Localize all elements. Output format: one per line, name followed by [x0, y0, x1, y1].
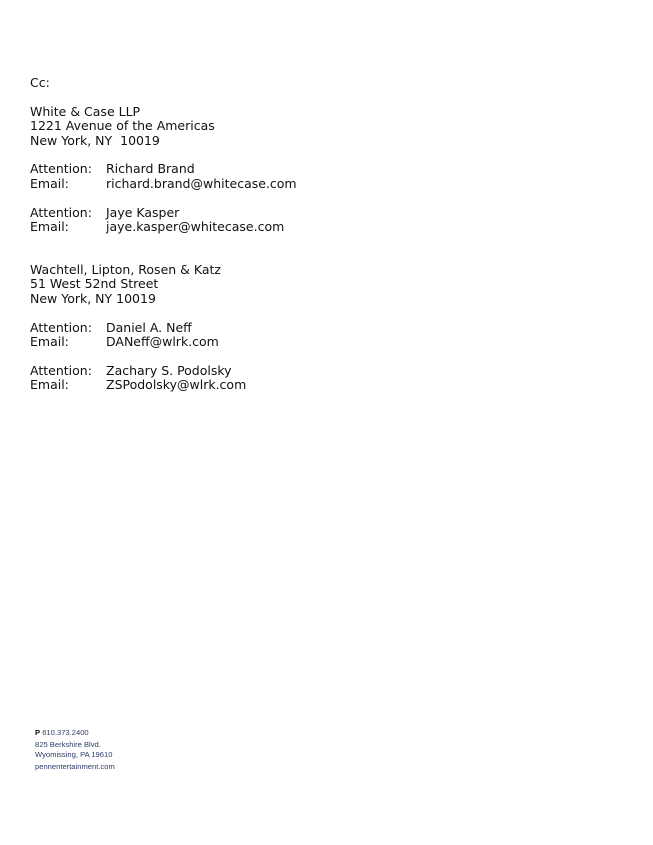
email-row: [30, 335, 630, 349]
attention-row: [30, 364, 630, 378]
phone-prefix: P: [35, 728, 41, 737]
footer-website: pennentertainment.com: [35, 762, 115, 772]
contact-email: ZSPodolsky@wlrk.com: [106, 377, 247, 393]
contact-email: DANeff@wlrk.com: [106, 334, 219, 350]
contact-email: richard.brand@whitecase.com: [106, 175, 297, 191]
email-row: [30, 177, 630, 191]
attention-label: Attention:: [30, 319, 92, 335]
contact-name: Richard Brand: [106, 161, 195, 177]
contact-name: Zachary S. Podolsky: [106, 362, 232, 378]
email-label: Email:: [30, 218, 69, 234]
attention-row: [30, 206, 630, 220]
contact-name: Daniel A. Neff: [106, 319, 192, 335]
firm-block: [30, 263, 630, 393]
firm-name: Wachtell, Lipton, Rosen & Katz: [30, 262, 221, 278]
attention-row: [30, 321, 630, 335]
attention-label: Attention:: [30, 204, 92, 220]
firm-address-line: New York, NY 10019: [30, 290, 156, 306]
firm-block: [30, 105, 630, 235]
email-row: [30, 378, 630, 392]
phone-number: 610.373.2400: [42, 728, 89, 737]
firm-name: White & Case LLP: [30, 103, 141, 119]
attention-row: [30, 162, 630, 176]
letter-body: [30, 76, 630, 393]
email-row: [30, 220, 630, 234]
firm-address-line: New York, NY 10019: [30, 132, 160, 148]
contact-name: Jaye Kasper: [106, 204, 180, 220]
footer-address-line: 825 Berkshire Blvd.: [35, 740, 101, 750]
firm-address-line: 51 West 52nd Street: [30, 276, 159, 292]
email-label: Email:: [30, 334, 69, 350]
email-label: Email:: [30, 377, 69, 393]
footer-phone: [35, 728, 115, 737]
attention-label: Attention:: [30, 161, 92, 177]
cc-label: Cc:: [30, 75, 50, 90]
attention-label: Attention:: [30, 362, 92, 378]
contact-email: jaye.kasper@whitecase.com: [106, 218, 285, 234]
footer-address-line: Wyomissing, PA 19610: [35, 749, 113, 759]
email-label: Email:: [30, 175, 69, 191]
letterhead-footer: [35, 728, 115, 772]
firm-address-line: 1221 Avenue of the Americas: [30, 118, 215, 134]
